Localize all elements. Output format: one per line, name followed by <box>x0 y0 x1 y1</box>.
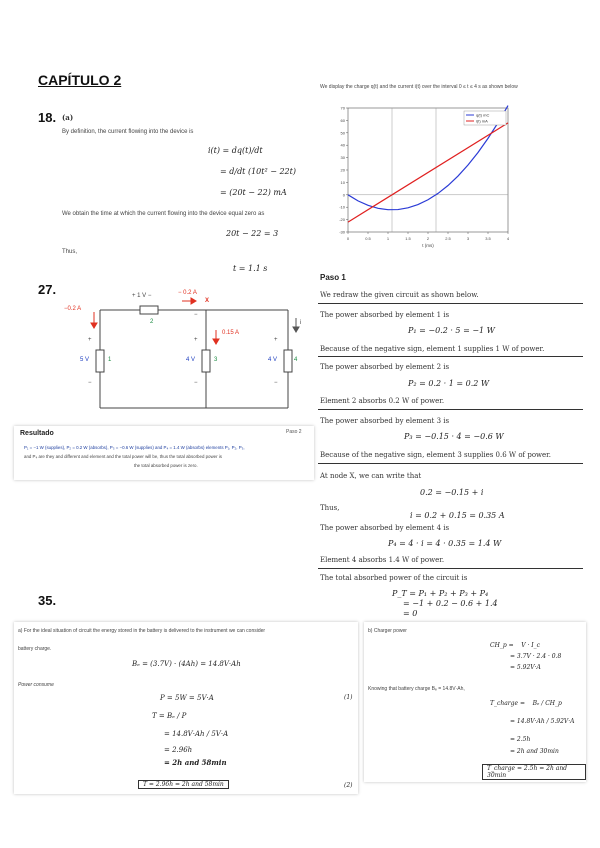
p35-boxed2: T_charge = 2.5h = 2h and 30min <box>482 764 586 780</box>
label-el3-voltage: 4 V <box>186 357 196 363</box>
y-tick-label: 40 <box>340 142 345 148</box>
paso1-s9: Thus, <box>320 504 340 512</box>
p35-cp3: = 5.92V·A <box>510 664 541 671</box>
x-tick-label: 0 <box>346 236 350 241</box>
p18-line2: We obtain the time at which the current flowing into the device equal zero as <box>62 211 265 217</box>
label-el1-number: 1 <box>108 357 112 363</box>
y-tick-label: -10 <box>339 204 345 210</box>
p18-eq4: 20t − 22 = 3 <box>226 229 279 238</box>
p35-known: Knowing that battery charge Bₑ = 14.8V·Ah, <box>368 686 465 692</box>
p18-eq2: = d/dt (10t² − 22t) <box>220 167 296 176</box>
p35-intro2: battery charge. <box>18 646 52 652</box>
result-line2: and P₄ are they and different and element and the total power will be, thus the total absorbed power is <box>24 454 222 459</box>
result-tag: Paso 2 <box>286 429 302 435</box>
p35-left-panel <box>14 622 358 794</box>
paso1-e3: P₃ = −0.15 · 4 = −0.6 W <box>404 432 504 441</box>
problem-number-35: 35. <box>38 593 57 608</box>
p35-boxed: T = 2.96h = 2h and 58min <box>138 780 229 789</box>
x-tick-label: 1.5 <box>405 236 411 241</box>
paso1-e2: P₂ = 0.2 · 1 = 0.2 W <box>408 379 490 388</box>
paso1-s12: The total absorbed power of the circuit is <box>320 574 468 582</box>
paso1-s7: Because of the negative sign, element 3 supplies 0.6 W of power. <box>320 451 551 459</box>
label-left-current: −0.2 A <box>64 306 82 312</box>
x-tick-label: 2 <box>426 236 430 241</box>
label-node-x: X <box>205 298 210 304</box>
p35-ep5: = 2h and 58min <box>164 758 227 767</box>
divider <box>318 568 583 569</box>
paso1-s2: The power absorbed by element 1 is <box>320 311 450 319</box>
p35-tc1: T_charge = Bₑ / CH_p <box>490 700 562 707</box>
y-tick-label: 10 <box>340 179 345 185</box>
paso1-s1: We redraw the given circuit as shown below. <box>320 291 479 299</box>
q-i-chart <box>332 100 532 265</box>
p35-ep4: = 2.96h <box>164 746 193 754</box>
paso1-s4: The power absorbed by element 2 is <box>320 363 450 371</box>
paso1-title: Paso 1 <box>320 273 346 282</box>
plot-caption: We display the charge q(t) and the current i(t) over the interval 0 ≤ t ≤ 4 s as shown below <box>320 84 518 90</box>
paso1-e4: 0.2 = −0.15 + i <box>420 488 484 497</box>
p18-part: (a) <box>62 113 74 122</box>
paso1-e6: P₄ = 4 · i = 4 · 0.35 = 1.4 W <box>388 539 502 548</box>
p35-intro: a) For the ideal situation of circuit the energy stored in the battery is delivered to the instrument we can consider <box>18 628 266 634</box>
x-tick-label: 3 <box>466 236 470 241</box>
x-tick-label: 4 <box>506 236 510 241</box>
p35-right-title: b) Charger power <box>368 628 407 634</box>
paso1-s5: Element 2 absorbs 0.2 W of power. <box>320 397 445 405</box>
label-right-current: i <box>300 320 302 326</box>
x-tick-label: 3.5 <box>485 236 491 241</box>
paso1-s3: Because of the negative sign, element 1 supplies 1 W of power. <box>320 345 545 353</box>
p35-cp2: = 3.7V · 2.4 · 0.8 <box>510 653 562 660</box>
result-line1: P₁ = −1 W (supplies), P₂ = 0.2 W (absorbs), P₃ = −0.6 W (supplies) and P₄ = 1.4 W (absorbs) elements P₁, P₂, P₃, <box>24 445 245 450</box>
result-panel <box>14 426 314 480</box>
p35-tc3: = 2.5h <box>510 736 531 743</box>
x-axis-label: t (ms) <box>422 243 434 248</box>
p35-eqn1: (1) <box>344 694 353 701</box>
p18-eq1: i(t) = dq(t)/dt <box>208 146 263 155</box>
legend-label: i(t) mA <box>476 118 488 124</box>
p18-line1: By definition, the current flowing into the device is <box>62 129 194 135</box>
label-el4-voltage: 4 V <box>268 357 278 363</box>
label-el2-number: 2 <box>150 319 154 325</box>
p35-power-title: Power consume <box>18 682 54 688</box>
label-el1-minus: − <box>88 380 92 386</box>
label-el4-number: 4 <box>294 357 298 363</box>
p35-tc4: = 2h and 30min <box>510 748 559 755</box>
paso1-e5: i = 0.2 + 0.15 = 0.35 A <box>410 511 505 520</box>
circuit-diagram <box>58 290 308 410</box>
y-tick-label: 20 <box>340 167 345 173</box>
y-tick-label: 60 <box>340 117 345 123</box>
result-title: Resultado <box>20 430 54 437</box>
label-top-voltage: + 1 V − <box>132 293 152 299</box>
label-el1-voltage: 5 V <box>80 357 90 363</box>
label-el2-minus: − <box>194 312 198 318</box>
divider <box>318 303 583 304</box>
y-tick-label: -20 <box>339 217 345 223</box>
x-tick-label: 1 <box>386 236 390 241</box>
label-top-current: − 0.2 A <box>178 290 197 296</box>
x-tick-label: 0.5 <box>365 236 371 241</box>
paso1-e7: P_T = P₁ + P₂ + P₃ + P₄ <box>392 589 489 598</box>
p35-eb: Bₑ = (3.7V) · (4Ah) = 14.8V·Ah <box>132 660 241 668</box>
result-line3: the total absorbed power is zero. <box>134 463 198 468</box>
chapter-title: CAPÍTULO 2 <box>38 72 122 88</box>
label-el3-minus: − <box>194 380 198 386</box>
p18-result: t = 1.1 s <box>233 264 268 273</box>
paso1-s6: The power absorbed by element 3 is <box>320 417 450 425</box>
divider <box>318 409 583 410</box>
paso1-s8: At node X, we can write that <box>320 472 422 480</box>
p35-ep3: = 14.8V·Ah / 5V·A <box>164 730 229 738</box>
x-tick-label: 2.5 <box>445 236 451 241</box>
p35-ep2: T = Bₑ / P <box>152 712 187 720</box>
label-el3-number: 3 <box>214 357 218 363</box>
problem-number-27: 27. <box>38 282 57 297</box>
label-el1-plus: + <box>88 337 92 343</box>
y-tick-label: 0 <box>342 192 345 198</box>
p18-thus: Thus, <box>62 249 78 255</box>
divider <box>318 463 583 464</box>
p35-cp1: CH_p = V · I_c <box>490 642 541 649</box>
paso1-s11: Element 4 absorbs 1.4 W of power. <box>320 556 445 564</box>
paso1-e8: = −1 + 0.2 − 0.6 + 1.4 <box>403 599 498 608</box>
label-el4-minus: − <box>274 380 278 386</box>
label-mid-current: 0.15 A <box>222 330 240 336</box>
y-tick-label: 70 <box>340 105 345 111</box>
divider <box>318 356 583 357</box>
p35-tc2: = 14.8V·Ah / 5.92V·A <box>510 718 575 725</box>
legend-label: q(t) mC <box>476 112 490 118</box>
label-el4-plus: + <box>274 337 278 343</box>
y-tick-label: 50 <box>340 130 345 136</box>
paso1-e1: P₁ = −0.2 · 5 = −1 W <box>408 326 495 335</box>
p35-ep1: P = 5W = 5V·A <box>160 694 214 702</box>
label-el3-plus: + <box>194 337 198 343</box>
problem-number-18: 18. <box>38 110 57 125</box>
paso1-e9: = 0 <box>403 609 418 618</box>
y-tick-label: -30 <box>339 229 345 235</box>
p18-eq3: = (20t − 22) mA <box>220 188 287 197</box>
plot-area <box>348 108 508 232</box>
paso1-s10: The power absorbed by element 4 is <box>320 524 450 532</box>
p35-eqn2: (2) <box>344 782 353 789</box>
p35-right-panel <box>364 622 586 782</box>
y-tick-label: 30 <box>340 155 345 161</box>
